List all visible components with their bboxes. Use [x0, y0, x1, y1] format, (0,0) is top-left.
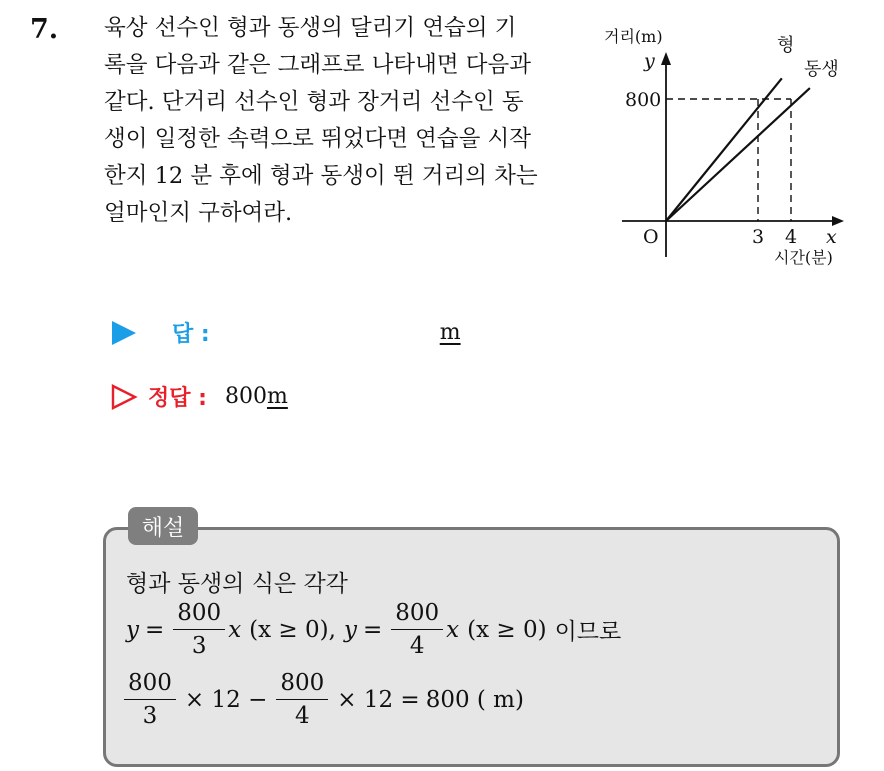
question-line: 록을 다음과 같은 그래프로 나타내면 다음과: [104, 52, 531, 78]
eq-x-2: x: [446, 616, 460, 643]
correct-label: 정답 :: [148, 386, 207, 411]
distance-time-graph: [600, 15, 870, 280]
x-tick-4: 4: [785, 226, 798, 248]
question-number: 7.: [30, 14, 59, 45]
question-line: 한지 12 분 후에 형과 동생이 뛴 거리의 차는: [104, 163, 538, 189]
origin-label: O: [643, 226, 659, 248]
x-tick-3: 3: [752, 226, 765, 248]
eq-x: x: [228, 616, 242, 643]
calc-result: 800 ( m): [425, 686, 524, 713]
y-tick-800: 800: [625, 89, 662, 111]
explanation-line-1: 형과 동생의 식은 각각: [126, 571, 348, 597]
question-text: [104, 10, 604, 232]
x-axis-label: 시간(분): [774, 248, 833, 267]
x-variable: x: [826, 226, 837, 248]
explanation-tag: 해설: [128, 507, 198, 545]
correct-value: 800: [224, 384, 267, 409]
answer-marker-icon: [110, 319, 138, 347]
eq-condition-1: (x ≥ 0),: [249, 616, 336, 643]
explanation-calculation: [126, 670, 524, 729]
y-variable: y: [644, 50, 655, 72]
calc-fraction-800-4: $\frac{800}{4}$: [278, 670, 326, 729]
question-line: 같다. 단거리 선수인 형과 장거리 선수인 동: [104, 89, 524, 115]
calc-times-12-minus: × 12 −: [184, 686, 268, 713]
question-line: 육상 선수인 형과 동생의 달리기 연습의 기: [104, 15, 517, 41]
eq-equals: =: [145, 616, 165, 643]
y-axis-arrow: [661, 52, 671, 65]
calc-times-12-equals: × 12 =: [337, 686, 420, 713]
correct-unit: m: [266, 384, 288, 409]
fraction-800-4: $\frac{800}{4}$: [393, 600, 441, 659]
correct-marker-icon: [110, 383, 138, 411]
answer-row: [110, 317, 461, 348]
correct-answer-row: [110, 381, 288, 412]
series-label-hyung: 형: [777, 35, 795, 56]
calc-fraction-800-3: $\frac{800}{3}$: [126, 670, 174, 729]
question-line: 얼마인지 구하여라.: [104, 200, 293, 226]
eq-condition-2: (x ≥ 0): [467, 616, 547, 643]
x-axis-arrow: [832, 216, 844, 226]
y-axis-label: 거리(m): [604, 27, 663, 46]
eq-y-2: y: [343, 616, 357, 643]
answer-label: 답 :: [172, 322, 210, 347]
eq-equals-2: =: [362, 616, 383, 643]
series-line-dongsaeng: [666, 88, 810, 221]
explanation-equations: [126, 600, 621, 659]
fraction-800-3: $\frac{800}{3}$: [175, 600, 223, 659]
series-label-dongsaeng: 동생: [804, 59, 839, 80]
eq-tail: 이므로: [554, 619, 622, 645]
answer-unit: m: [439, 320, 461, 345]
eq-y: y: [126, 616, 139, 643]
question-line: 생이 일정한 속력으로 뛰었다면 연습을 시작: [104, 126, 531, 152]
